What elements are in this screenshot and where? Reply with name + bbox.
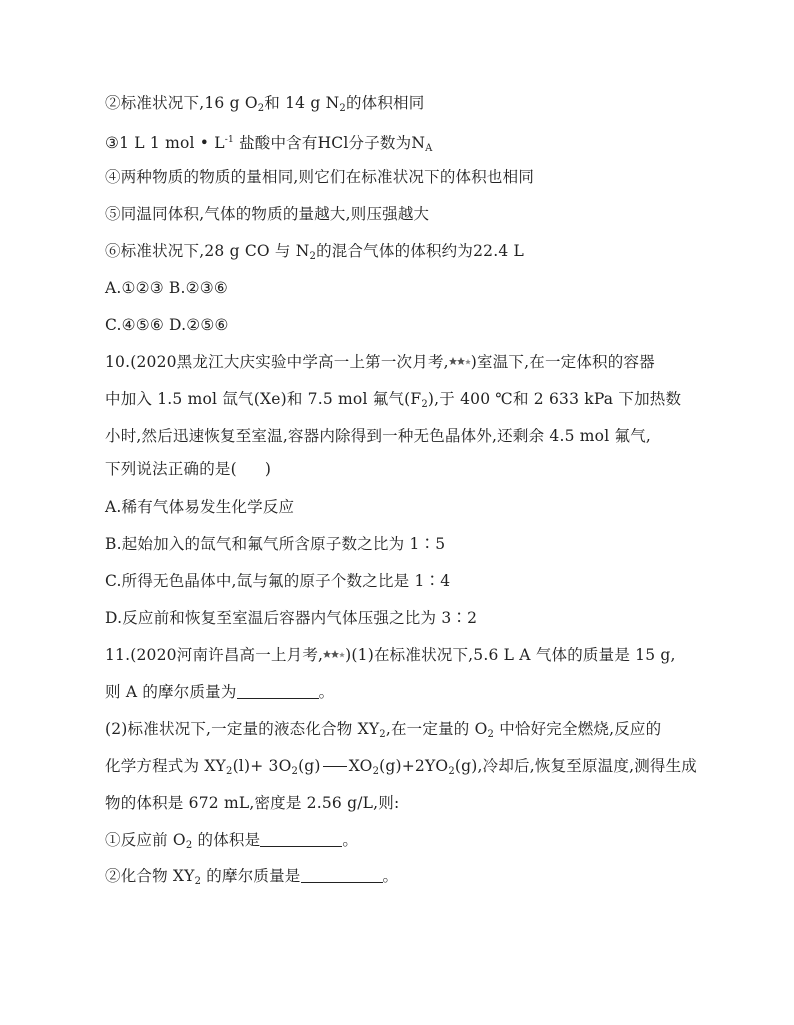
text: )(1)在标准状况下,5.6 L A 气体的质量是 15 g, bbox=[345, 646, 676, 664]
reaction-arrow bbox=[323, 766, 347, 767]
text: 化学方程式为 XY bbox=[105, 757, 226, 775]
text: 中加入 1.5 mol 氙气(Xe)和 7.5 mol 氟气(F bbox=[105, 390, 422, 408]
text: 。 bbox=[382, 867, 399, 885]
text: ⑥标准状况下,28 g CO 与 N bbox=[105, 242, 310, 260]
text: 下列说法正确的是( bbox=[105, 460, 237, 478]
subscript: 2 bbox=[339, 103, 346, 114]
subscript: 2 bbox=[421, 399, 428, 410]
subscript: A bbox=[425, 143, 433, 154]
q10-option-c: C.所得无色晶体中,氙与氟的原子个数之比是 1∶4 bbox=[105, 572, 451, 590]
subscript: 2 bbox=[194, 876, 202, 887]
text: 和 14 g N bbox=[264, 94, 340, 112]
subscript: 2 bbox=[487, 729, 495, 740]
q10-option-b: B.起始加入的氙气和氟气所含原子数之比为 1∶5 bbox=[105, 535, 446, 553]
q11-line-3 bbox=[105, 719, 661, 745]
text: ),于 400 ℃和 2 633 kPa 下加热数 bbox=[427, 390, 682, 408]
options-cd: C.④⑤⑥ D.②⑤⑥ bbox=[105, 316, 229, 334]
text: 10.(2020黑龙江大庆实验中学高一上第一次月考, bbox=[105, 353, 449, 371]
subscript: 2 bbox=[309, 251, 317, 262]
text: ③1 L 1 mol • L bbox=[105, 134, 225, 152]
text: ②化合物 XY bbox=[105, 867, 195, 885]
subscript: 2 bbox=[291, 766, 299, 777]
text: XO bbox=[348, 757, 373, 775]
subscript: 2 bbox=[448, 766, 455, 777]
subscript: 2 bbox=[257, 103, 265, 114]
difficulty-stars-icon bbox=[449, 356, 471, 366]
answer-blank[interactable] bbox=[301, 868, 383, 883]
subscript: 2 bbox=[372, 766, 380, 777]
text: ,在一定量的 O bbox=[385, 720, 488, 738]
statement-5: ⑤同温同体积,气体的物质的量越大,则压强越大 bbox=[105, 205, 430, 223]
text: 的混合气体的体积约为22.4 L bbox=[316, 242, 525, 260]
q11-line-7 bbox=[105, 866, 398, 892]
statement-2 bbox=[105, 93, 424, 119]
answer-blank[interactable] bbox=[260, 832, 342, 847]
text: 11.(2020河南许昌高一上月考, bbox=[105, 646, 324, 664]
q10-line-2 bbox=[105, 389, 681, 415]
q11-line-2 bbox=[105, 682, 334, 702]
text: 的体积是 bbox=[192, 831, 261, 849]
statement-3 bbox=[105, 130, 433, 159]
q10-option-d: D.反应前和恢复至室温后容器内气体压强之比为 3∶2 bbox=[105, 609, 478, 627]
text: (l)+ 3O bbox=[232, 757, 292, 775]
text: (g)+2YO bbox=[379, 757, 449, 775]
text: (2)标准状况下,一定量的液态化合物 XY bbox=[105, 720, 380, 738]
answer-blank[interactable] bbox=[237, 684, 319, 699]
q11-line-4 bbox=[105, 756, 697, 782]
text: 则 A 的摩尔质量为 bbox=[105, 683, 237, 701]
text: 的摩尔质量是 bbox=[201, 867, 301, 885]
text: (g) bbox=[298, 757, 321, 775]
q11-line-6 bbox=[105, 830, 358, 856]
q10-option-a: A.稀有气体易发生化学反应 bbox=[105, 498, 295, 516]
text: ①反应前 O bbox=[105, 831, 186, 849]
text: 。 bbox=[342, 831, 359, 849]
statement-4: ④两种物质的物质的量相同,则它们在标准状况下的体积也相同 bbox=[105, 168, 535, 186]
statement-6 bbox=[105, 241, 524, 267]
q10-line-3: 小时,然后迅速恢复至室温,容器内除得到一种无色晶体外,还剩余 4.5 mol 氟气, bbox=[105, 427, 652, 445]
text: ②标准状况下,16 g O bbox=[105, 94, 258, 112]
q11-line-1 bbox=[105, 645, 676, 665]
text: 。 bbox=[318, 683, 335, 701]
text: 中恰好完全燃烧,反应的 bbox=[494, 720, 662, 738]
q11-line-5: 物的体积是 672 mL,密度是 2.56 g/L,则: bbox=[105, 794, 400, 812]
subscript: 2 bbox=[226, 766, 233, 777]
text: )室温下,在一定体积的容器 bbox=[470, 353, 655, 371]
q10-line-1 bbox=[105, 352, 655, 372]
text: (g),冷却后,恢复至原温度,测得生成 bbox=[454, 757, 698, 775]
text: ) bbox=[264, 460, 272, 478]
superscript: -1 bbox=[224, 135, 234, 145]
text: 盐酸中含有HCl分子数为N bbox=[233, 134, 426, 152]
options-ab: A.①②③ B.②③⑥ bbox=[105, 279, 228, 297]
text: 的体积相同 bbox=[345, 94, 425, 112]
subscript: 2 bbox=[185, 840, 193, 851]
q10-line-4 bbox=[105, 459, 271, 479]
subscript: 2 bbox=[379, 729, 386, 740]
difficulty-stars-icon bbox=[323, 649, 345, 659]
